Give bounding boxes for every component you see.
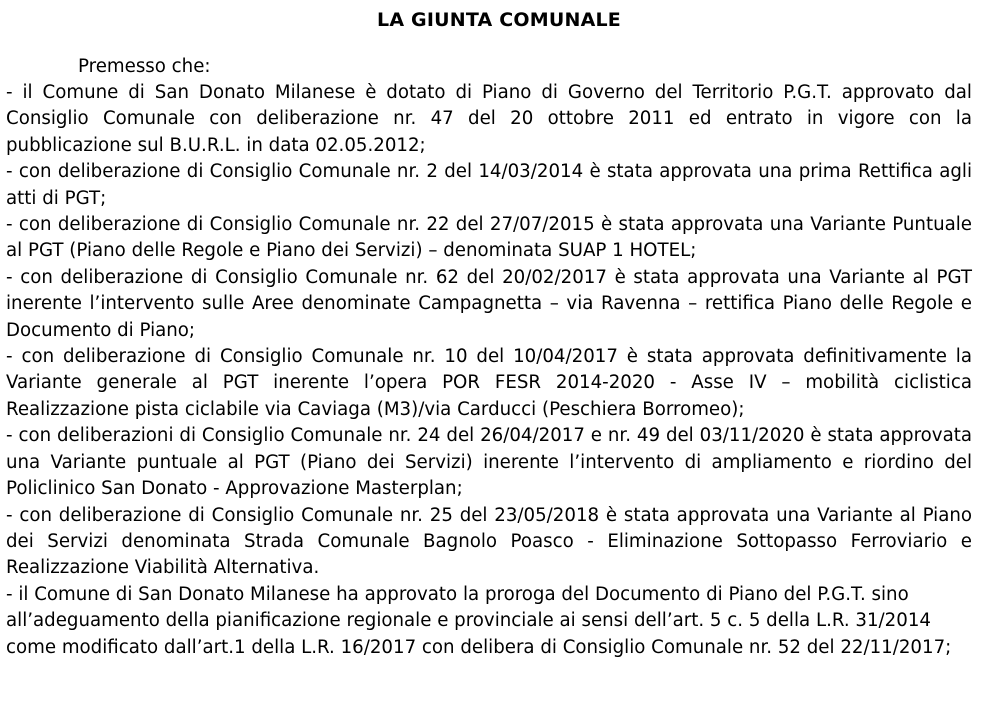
premise-list [6,80,972,661]
premise-item-4: - con deliberazione di Consiglio Comunale nr. 62 del 20/02/2017 è stata approvata una Variante al PGT inerente l’intervento sulle Aree denominate Campagnetta – via Ravenna – rettifica Piano delle Regole e Documento di Piano; [6,266,972,341]
premise-item-6: - con deliberazioni di Consiglio Comunale nr. 24 del 26/04/2017 e nr. 49 del 03/11/2020 è stata approvata una Variante puntuale al PGT (Piano dei Servizi) inerente l’intervento di ampliamento e riordino del Policlinico San Donato - Approvazione Masterplan; [6,425,972,500]
premise-item-1: - il Comune di San Donato Milanese è dotato di Piano di Governo del Territorio P.G.T. approvato dal Consiglio Comunale con deliberazione nr. 47 del 20 ottobre 2011 ed entrato in vigore con la pubblicazione sul B.U.R.L. in data 02.05.2012; [6,82,972,156]
premise-item-5: - con deliberazione di Consiglio Comunale nr. 10 del 10/04/2017 è stata approvata definitivamente la Variante generale al PGT inerente l’opera POR FESR 2014-2020 - Asse IV – mobilità ciclistica Realizzazione pista ciclabile via Caviaga (M3)/via Carducci (Peschiera Borromeo); [6,346,972,420]
document-title: LA GIUNTA COMUNALE [377,9,621,31]
intro-text: Premesso che: [78,56,211,77]
premise-item-2: - con deliberazione di Consiglio Comunale nr. 2 del 14/03/2014 è stata approvata una prima Rettifica agli atti di PGT; [6,161,972,209]
premise-item-7: - con deliberazione di Consiglio Comunale nr. 25 del 23/05/2018 è stata approvata una Variante al Piano dei Servizi denominata Strada Comunale Bagnolo Poasco - Eliminazione Sottopasso Ferroviario e Realizzazione Viabilità Alternativa. [6,504,972,579]
premise-item-3: - con deliberazione di Consiglio Comunale nr. 22 del 27/07/2015 è stata approvata una Variante Puntuale al PGT (Piano delle Regole e Piano dei Servizi) – denominata SUAP 1 HOTEL; [6,214,972,262]
premise-item-8: - il Comune di San Donato Milanese ha approvato la proroga del Documento di Piano del P.G.T. sino all’adeguamento della pianificazione regionale e provinciale ai sensi dell’art. 5 c. 5 della L.R. 31/2014 come modificato dall’art.1 della L.R. 16/2017 con delibera di Consiglio Comunale nr. 52 del 22/11/2017; [6,583,952,658]
